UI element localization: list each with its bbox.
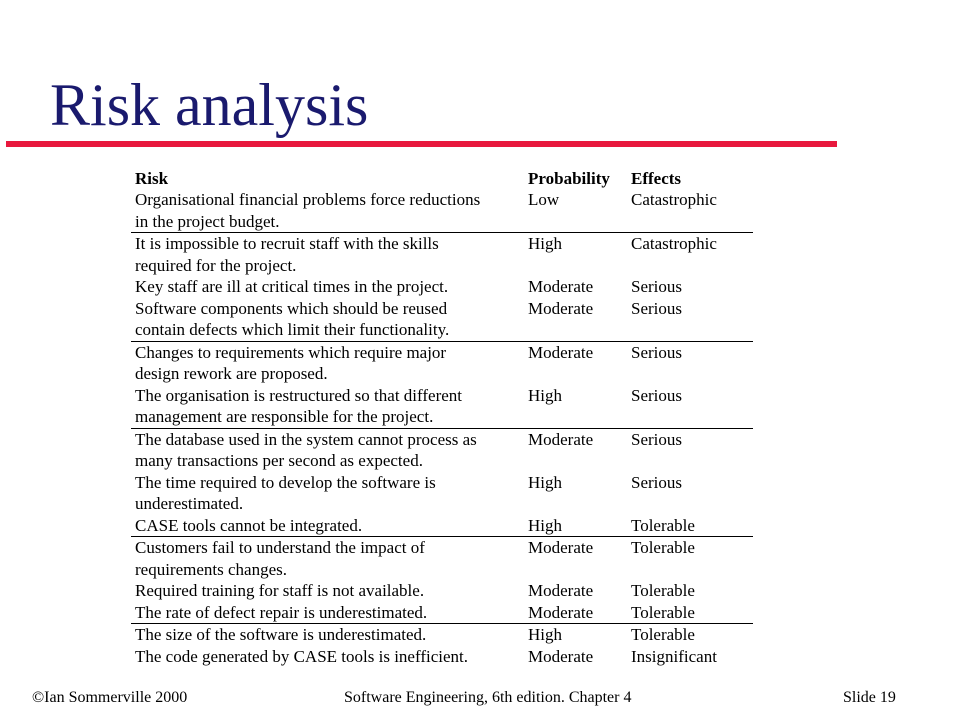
- risk-probability: Moderate: [528, 646, 594, 666]
- risk-effects: Tolerable: [631, 625, 695, 644]
- risk-effects: Serious: [631, 472, 682, 492]
- risk-probability: Moderate: [528, 277, 594, 296]
- risk-description-line: The code generated by CASE tools is inefficient.: [135, 646, 468, 666]
- risk-probability: Moderate: [528, 581, 594, 600]
- risk-description-line: The size of the software is underestimated.: [135, 625, 427, 644]
- risk-description: [135, 624, 527, 646]
- table-row: [131, 232, 753, 276]
- risk-probability: Low: [528, 190, 560, 209]
- table-row: [131, 472, 753, 515]
- risk-description-line: many transactions per second as expected.: [135, 451, 423, 470]
- risk-description-line: The rate of defect repair is underestimated.: [135, 602, 428, 622]
- table-header-row: [131, 166, 753, 189]
- risk-table: [131, 166, 753, 667]
- risk-effects: Tolerable: [631, 538, 695, 557]
- slide-title: Risk analysis: [50, 72, 369, 138]
- table-row: [131, 646, 753, 668]
- risk-description: [135, 385, 527, 428]
- risk-effects: Tolerable: [631, 581, 695, 600]
- table-row: [131, 536, 753, 580]
- footer-copyright: ©Ian Sommerville 2000: [32, 689, 188, 706]
- risk-effects: Serious: [631, 298, 682, 318]
- table-body: [131, 189, 753, 667]
- risk-effects: Catastrophic: [631, 234, 717, 253]
- table-row: [131, 341, 753, 385]
- risk-probability: Moderate: [528, 429, 594, 449]
- risk-probability: High: [528, 472, 562, 492]
- risk-effects: Serious: [631, 385, 682, 405]
- risk-description: [135, 189, 527, 232]
- footer-book-title: Software Engineering, 6th edition. Chapter 4: [344, 689, 632, 706]
- risk-description-line: Software components which should be reused: [135, 298, 448, 318]
- risk-effects: Serious: [631, 342, 682, 362]
- risk-effects: Insignificant: [631, 646, 717, 666]
- risk-probability: High: [528, 515, 562, 535]
- risk-description-line: The time required to develop the software is: [135, 472, 436, 492]
- risk-description-line: underestimated.: [135, 494, 244, 513]
- column-header-effects: Effects: [631, 169, 682, 188]
- risk-description-line: It is impossible to recruit staff with the skills: [135, 234, 439, 253]
- column-header-probability: Probability: [528, 169, 610, 188]
- table-row: [131, 515, 753, 537]
- risk-description: [135, 429, 527, 472]
- footer-slide-number: Slide 19: [843, 689, 896, 706]
- risk-description-line: CASE tools cannot be integrated.: [135, 515, 363, 535]
- risk-description: [135, 342, 527, 385]
- risk-effects: Catastrophic: [631, 190, 717, 209]
- risk-description: [135, 580, 527, 602]
- table-row: [131, 385, 753, 428]
- risk-probability: Moderate: [528, 342, 594, 362]
- risk-description-line: management are responsible for the project.: [135, 407, 434, 426]
- risk-description: [135, 472, 527, 515]
- table-row: [131, 623, 753, 646]
- risk-description: [135, 233, 527, 276]
- table-row: [131, 602, 753, 624]
- risk-description-line: Organisational financial problems force reductions: [135, 190, 481, 209]
- risk-description-line: The database used in the system cannot process as: [135, 429, 477, 449]
- risk-description: [135, 646, 527, 668]
- risk-description-line: Key staff are ill at critical times in the project.: [135, 277, 449, 296]
- risk-description-line: Changes to requirements which require major: [135, 342, 447, 362]
- risk-description-line: Required training for staff is not available.: [135, 581, 425, 600]
- risk-description: [135, 276, 527, 298]
- risk-probability: High: [528, 385, 562, 405]
- title-underline-rule: [6, 141, 837, 147]
- risk-effects: Serious: [631, 429, 682, 449]
- table-row: [131, 428, 753, 472]
- risk-effects: Tolerable: [631, 602, 695, 622]
- risk-description-line: requirements changes.: [135, 559, 287, 579]
- risk-effects: Serious: [631, 277, 682, 296]
- table-row: [131, 276, 753, 298]
- risk-description: [135, 602, 527, 624]
- risk-description-line: design rework are proposed.: [135, 364, 328, 383]
- risk-probability: Moderate: [528, 298, 594, 318]
- risk-description: [135, 298, 527, 341]
- risk-description: [135, 537, 527, 580]
- column-header-risk: Risk: [135, 169, 169, 188]
- risk-probability: Moderate: [528, 538, 594, 557]
- risk-description-line: required for the project.: [135, 255, 297, 275]
- risk-effects: Tolerable: [631, 515, 695, 535]
- table-row: [131, 298, 753, 341]
- risk-probability: Moderate: [528, 602, 594, 622]
- risk-description: [135, 515, 527, 537]
- risk-description-line: in the project budget.: [135, 211, 280, 231]
- risk-description-line: Customers fail to understand the impact of: [135, 538, 425, 557]
- risk-probability: High: [528, 625, 562, 644]
- risk-probability: High: [528, 234, 562, 253]
- risk-description-line: The organisation is restructured so that different: [135, 385, 463, 405]
- table-row: [131, 580, 753, 602]
- risk-description-line: contain defects which limit their functionality.: [135, 320, 450, 339]
- table-row: [131, 189, 753, 232]
